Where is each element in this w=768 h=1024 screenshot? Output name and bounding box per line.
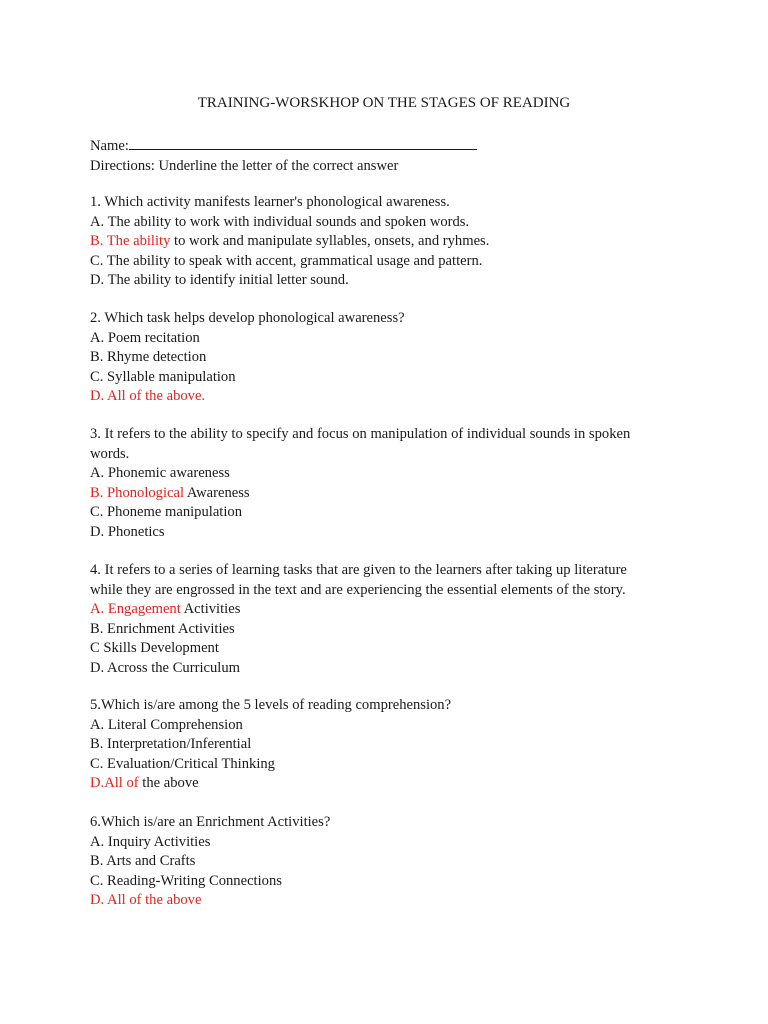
question-4 xyxy=(90,561,660,678)
option-c: C. Phoneme manipulation xyxy=(90,504,243,520)
option-a: A. Engagement Activities xyxy=(90,601,241,617)
marked-answer: A. Engagement xyxy=(90,601,181,617)
option-a: A. Literal Comprehension xyxy=(90,716,243,733)
marked-answer: B. Phonological xyxy=(90,484,185,501)
option-d: D.All of the above xyxy=(90,775,199,791)
worksheet-title: TRAINING-WORSKHOP ON THE STAGES OF READING xyxy=(197,95,571,111)
question-6 xyxy=(90,813,690,911)
option-a: A. The ability to work with individual sounds and spoken words. xyxy=(90,213,470,230)
option-a: A. Inquiry Activities xyxy=(90,833,211,850)
option-c: C. Reading-Writing Connections xyxy=(90,872,282,889)
marked-answer: D.All of xyxy=(90,775,143,791)
question-5 xyxy=(90,696,690,794)
option-b: B. Arts and Crafts xyxy=(90,853,196,869)
option-b: B. Interpretation/Inferential xyxy=(90,736,252,752)
question-text: 3. It refers to the ability to specify and focus on manipulation of individual sounds in spoken words. xyxy=(90,426,631,462)
option-c: C. Syllable manipulation xyxy=(90,368,236,385)
question-text: 5.Which is/are among the 5 levels of reading comprehension? xyxy=(90,697,452,713)
name-blank[interactable] xyxy=(129,135,477,150)
option-c: C. Evaluation/Critical Thinking xyxy=(90,755,275,772)
question-1 xyxy=(90,193,690,291)
option-c: C Skills Development xyxy=(90,640,219,656)
option-b: B. Rhyme detection xyxy=(90,349,207,365)
option-d: D. Phonetics xyxy=(90,523,165,540)
option-a: A. Poem recitation xyxy=(90,329,200,346)
option-a: A. Phonemic awareness xyxy=(90,465,230,481)
option-b: B. Enrichment Activities xyxy=(90,620,235,637)
directions-text: Directions: Underline the letter of the correct answer xyxy=(90,157,399,174)
question-text: 2. Which task helps develop phonological awareness? xyxy=(90,310,405,326)
option-d: D. Across the Curriculum xyxy=(90,659,240,676)
question-text: 4. It refers to a series of learning tasks that are given to the learners after taking up literature while they are engrossed in the text and are experiencing the essential elements of the story. xyxy=(90,562,627,598)
option-b: B. Phonological Awareness xyxy=(90,484,250,501)
marked-answer: B. The ability xyxy=(90,233,171,249)
option-c: C. The ability to speak with accent, grammatical usage and pattern. xyxy=(90,252,483,269)
option-b: B. The ability to work and manipulate syllables, onsets, and ryhmes. xyxy=(90,233,490,249)
name-label: Name: xyxy=(90,138,129,154)
header-fields xyxy=(90,135,690,176)
option-d xyxy=(90,891,690,911)
option-d: D. The ability to identify initial letter sound. xyxy=(90,272,349,288)
question-text: 6.Which is/are an Enrichment Activities? xyxy=(90,814,331,830)
name-line xyxy=(90,135,690,157)
question-3 xyxy=(90,425,660,542)
marked-answer: D. All of the above xyxy=(90,892,202,908)
question-text: 1. Which activity manifests learner's phonological awareness. xyxy=(90,194,450,210)
marked-answer: D. All of the above. xyxy=(90,388,206,404)
question-2 xyxy=(90,309,690,407)
option-d xyxy=(90,387,690,407)
